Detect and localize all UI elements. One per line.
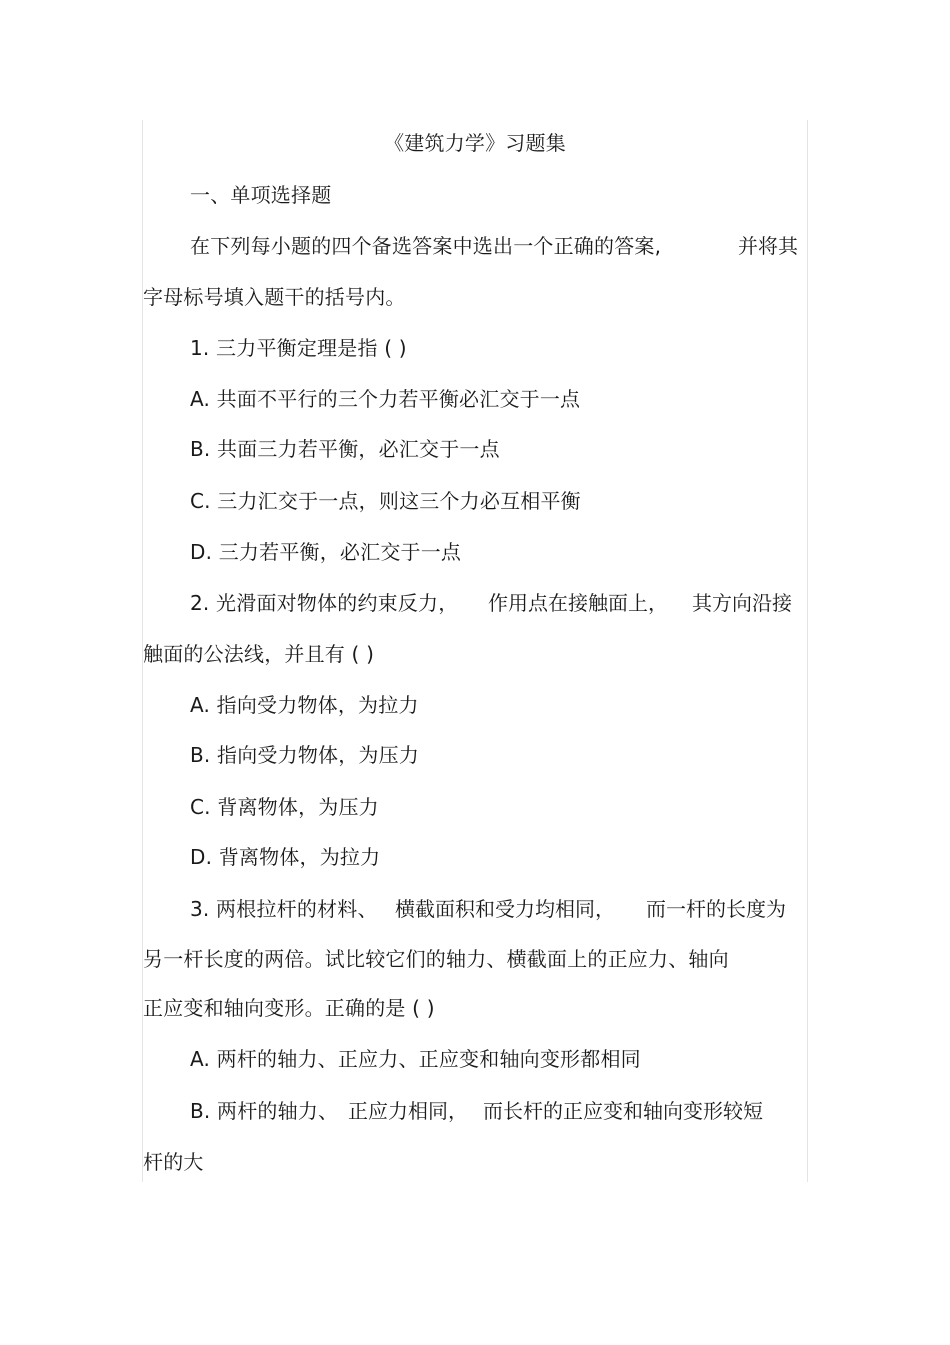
question-1-option-a: A. 共面不平行的三个力若平衡必汇交于一点	[190, 387, 581, 411]
question-2-stem-part-3: 其方向沿接	[692, 591, 792, 615]
question-3-option-a: A. 两杆的轴力、正应力、正应变和轴向变形都相同	[190, 1047, 641, 1071]
question-1-option-d: D. 三力若平衡，必汇交于一点	[190, 540, 462, 564]
question-2-stem-part-2: 作用点在接触面上，	[488, 591, 668, 615]
question-1-option-b: B. 共面三力若平衡，必汇交于一点	[190, 437, 500, 461]
question-2-option-d: D. 背离物体，为拉力	[190, 845, 381, 869]
right-margin-rule	[807, 120, 808, 1182]
instructions-line-1a: 在下列每小题的四个备选答案中选出一个正确的答案,	[190, 234, 662, 258]
question-3-stem-line-3: 正应变和轴向变形。正确的是 ( )	[143, 996, 435, 1020]
question-3-stem-line-2: 另一杆长度的两倍。试比较它们的轴力、横截面上的正应力、轴向	[143, 947, 729, 971]
question-2-option-c: C. 背离物体，为压力	[190, 795, 379, 819]
question-3-stem-part-2: 横截面积和受力均相同，	[395, 897, 615, 921]
question-3-option-b-line-2: 杆的大	[143, 1150, 204, 1174]
question-1-stem: 1. 三力平衡定理是指 ( )	[190, 336, 407, 360]
document-title: 《建筑力学》习题集	[384, 131, 566, 155]
question-3-stem-part-3: 而一杆的长度为	[646, 897, 786, 921]
question-2-option-b: B. 指向受力物体，为压力	[190, 743, 420, 767]
question-2-stem-part-1: 2. 光滑面对物体的约束反力，	[190, 591, 459, 615]
question-3-option-b-part-1: B. 两杆的轴力、	[190, 1099, 339, 1123]
section-heading: 一、单项选择题	[190, 183, 332, 207]
question-3-option-b-part-3: 而长杆的正应变和轴向变形较短	[483, 1099, 763, 1123]
question-3-stem-part-1: 3. 两根拉杆的材料、	[190, 897, 378, 921]
instructions-line-1b: 并将其	[738, 234, 798, 258]
question-2-stem-line-2: 触面的公法线，并且有 ( )	[143, 642, 375, 666]
question-2-option-a: A. 指向受力物体，为拉力	[190, 693, 419, 717]
question-3-option-b-part-2: 正应力相同，	[348, 1099, 468, 1123]
instructions-line-2: 字母标号填入题干的括号内。	[143, 285, 406, 309]
question-1-option-c: C. 三力汇交于一点，则这三个力必互相平衡	[190, 489, 581, 513]
